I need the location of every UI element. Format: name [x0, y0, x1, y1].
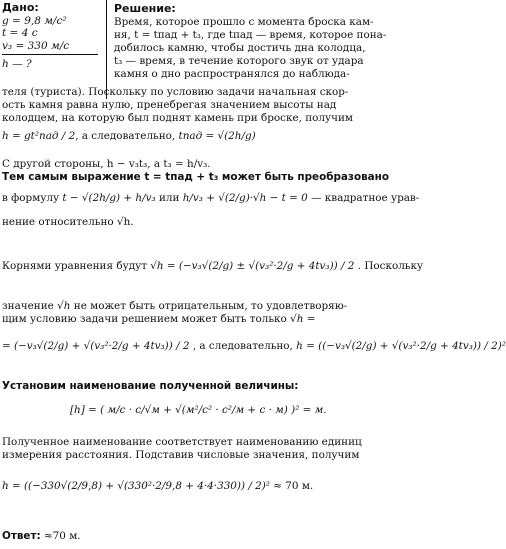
line-formula [2, 192, 419, 205]
solution-line-4: t₃ — время, в течение которого звук от удара [114, 55, 364, 67]
root-solution-formula: = (−v₃√(2/g) + √(v₃²·2/g + 4tv₃)) / 2 [2, 340, 190, 352]
formula-or: или [158, 192, 180, 204]
para1-line-1: теля (туриста). Поскольку по условию задачи начальная скор- [2, 86, 349, 98]
solution-heading: Решение: [114, 2, 176, 15]
given-v: v₃ = 330 м/с [2, 39, 70, 52]
line-condition [2, 313, 315, 326]
roots-pre: Корнями уравнения будут [2, 260, 147, 272]
hence-text: , а следовательно, [192, 340, 293, 352]
given-t: t = 4 с [2, 27, 38, 39]
line-units: Установим наименование полученной величины: [2, 380, 299, 392]
solution-line-1: Время, которое прошло с момента броска кам- [114, 16, 374, 28]
line-thus: Тем самым выражение t = tпад + t₃ может быть преобразовано [2, 171, 389, 183]
line-match-1: Полученное наименование соответствует наименованию единиц [2, 436, 362, 448]
formula-1: t − √(2h/g) + h/v₃ [62, 192, 156, 204]
line-relative: нение относительно √h. [2, 216, 134, 228]
given-heading: Дано: [2, 1, 39, 14]
line-match-2: измерения расстояния. Подставив числовые значения, получим [2, 449, 360, 461]
units-equation [70, 404, 327, 417]
given-block [2, 2, 106, 71]
value-sqrt-h: √h [57, 300, 71, 312]
answer-line [2, 530, 81, 543]
formula-2: h/v₃ + √(2/g)·√h − t = 0 [182, 192, 308, 204]
formula-pre: в формулу [2, 192, 60, 204]
h-formula: h = ((−v₃√(2/g) + √(v₃²·2/g + 4tv₃)) / 2)² [296, 340, 506, 352]
value-post: не может быть отрицательным, то удовлетворяю- [73, 300, 348, 312]
eq1-mid: , а следовательно, [75, 130, 176, 142]
numeric-formula: h = ((−330√(2/9,8) + √(330²·2/9,8 + 4·4·330)) / 2)² [2, 480, 270, 492]
line-root-solution [2, 340, 506, 353]
equation-1 [2, 130, 256, 143]
given-find: h — ? [2, 58, 32, 70]
para1-line-2: ость камня равна нулю, пренебрегая значением высоты над [2, 99, 337, 111]
value-pre: значение [2, 300, 54, 312]
solution-line-5: камня о дно распространялся до наблюда- [114, 68, 350, 80]
given-separator [106, 0, 107, 99]
solution-line-2: ня, t = tпад + t₃, где tпад — время, которое пона- [114, 29, 387, 41]
answer-value: ≈70 м. [43, 530, 81, 542]
numeric-equation [2, 480, 313, 493]
line-other-side: С другой стороны, h − v₃t₃, а t₃ = h/v₃. [2, 158, 211, 170]
para1-line-3: колодцем, на которую был поднят камень при броске, получим [2, 112, 353, 124]
condition-text: щим условию задачи решением может быть только [2, 313, 287, 325]
roots-formula: √h = (−v₃√(2/g) ± √(v₃²·2/g + 4tv₃)) / 2 [150, 260, 355, 272]
condition-sqrt-h: √h = [290, 313, 316, 325]
line-roots [2, 260, 423, 273]
eq1-t: tпад = √(2h/g) [178, 130, 256, 142]
roots-post: . Поскольку [357, 260, 424, 272]
solution-line-3: добилось камню, чтобы достичь дна колодца, [114, 42, 366, 54]
given-g: g = 9,8 м/с² [2, 14, 67, 27]
units-formula: [h] = ( м/с · с/√м + √(м²/с² · с²/м + с · м) )² = м. [70, 404, 327, 416]
given-divider [2, 54, 98, 55]
numeric-result: ≈ 70 м. [273, 480, 314, 492]
line-value [2, 300, 347, 313]
answer-label: Ответ: [2, 530, 41, 542]
formula-post: — квадратное урав- [311, 192, 420, 204]
eq1-h: h = gt²пад / 2 [2, 130, 76, 142]
